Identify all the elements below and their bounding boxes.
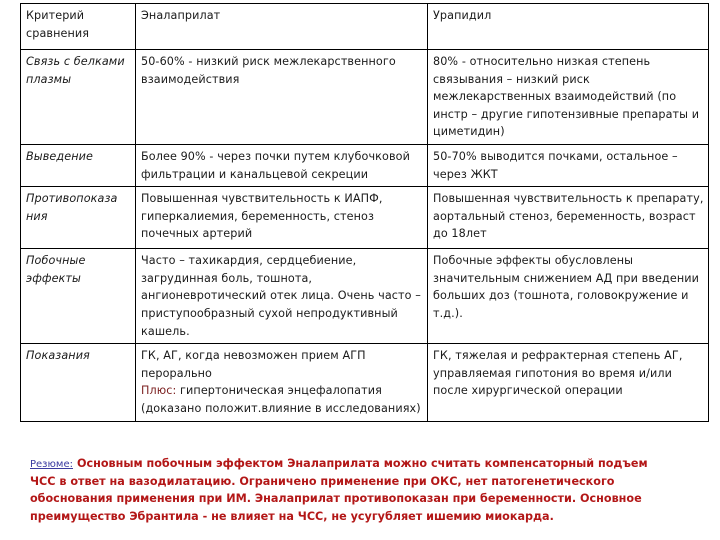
indications-text: ГК, АГ, когда невозможен прием АГП перорально — [141, 349, 366, 380]
row-label-side-effects: Побочные эффекты — [21, 249, 136, 344]
table-row — [21, 144, 709, 186]
cell-enalaprilat: 50-60% - низкий риск межлекарственного взаимодействия — [136, 50, 428, 145]
row-label-contraindications: Противопоказа ния — [21, 187, 136, 249]
cell-urapidil: 80% - относительно низкая степень связывания – низкий риск межлекарственных взаимодействий (по инстр – другие гипотензивные препараты и циметидин) — [428, 50, 709, 145]
summary-block — [30, 455, 670, 525]
table-row — [21, 187, 709, 249]
cell-enalaprilat: Более 90% - через почки путем клубочковой фильтрации и канальцевой секреции — [136, 144, 428, 186]
cell-enalaprilat: Повышенная чувствительность к ИАПФ, гиперкалиемия, беременность, стеноз почечных артерий — [136, 187, 428, 249]
summary-label: Резюме: — [30, 459, 73, 470]
table-row — [21, 50, 709, 145]
row-label-excretion: Выведение — [21, 144, 136, 186]
plus-text: гипертоническая энцефалопатия (доказано положит.влияние в исследованиях) — [141, 384, 421, 415]
header-urapidil: Урапидил — [428, 4, 709, 50]
table-row — [21, 344, 709, 422]
cell-enalaprilat: Часто – тахикардия, сердцебиение, загрудинная боль, тошнота, ангионевротический отек лица. Очень часто – приступообразный сухой непродуктивный кашель. — [136, 249, 428, 344]
row-label-protein-binding: Связь с белками плазмы — [21, 50, 136, 145]
header-enalaprilat: Эналаприлат — [136, 4, 428, 50]
cell-urapidil: 50-70% выводится почками, остальное – через ЖКТ — [428, 144, 709, 186]
row-label-indications: Показания — [21, 344, 136, 422]
table-row — [21, 249, 709, 344]
cell-urapidil: Побочные эффекты обусловлены значительным снижением АД при введении больших доз (тошнота, головокружение и т.д.). — [428, 249, 709, 344]
cell-urapidil: ГК, тяжелая и рефрактерная степень АГ, управляемая гипотония во время и/или после хирургической операции — [428, 344, 709, 422]
plus-label: Плюс: — [141, 384, 177, 398]
cell-urapidil: Повышенная чувствительность к препарату, аортальный стеноз, беременность, возраст до 18лет — [428, 187, 709, 249]
table-header-row — [21, 4, 709, 50]
summary-text: Основным побочным эффектом Эналаприлата можно считать компенсаторный подъем ЧСС в ответ на вазодилатацию. Ограничено применение при ОКС, нет патогенетического обоснования применения при ИМ. Эналаприлат противопоказан при беременности. Основное преимущество Эбрантила - не влияет на ЧСС, не усугубляет ишемию миокарда. — [30, 457, 648, 523]
cell-enalaprilat — [136, 344, 428, 422]
header-criterion: Критерий сравнения — [21, 4, 136, 50]
comparison-table — [20, 3, 709, 422]
